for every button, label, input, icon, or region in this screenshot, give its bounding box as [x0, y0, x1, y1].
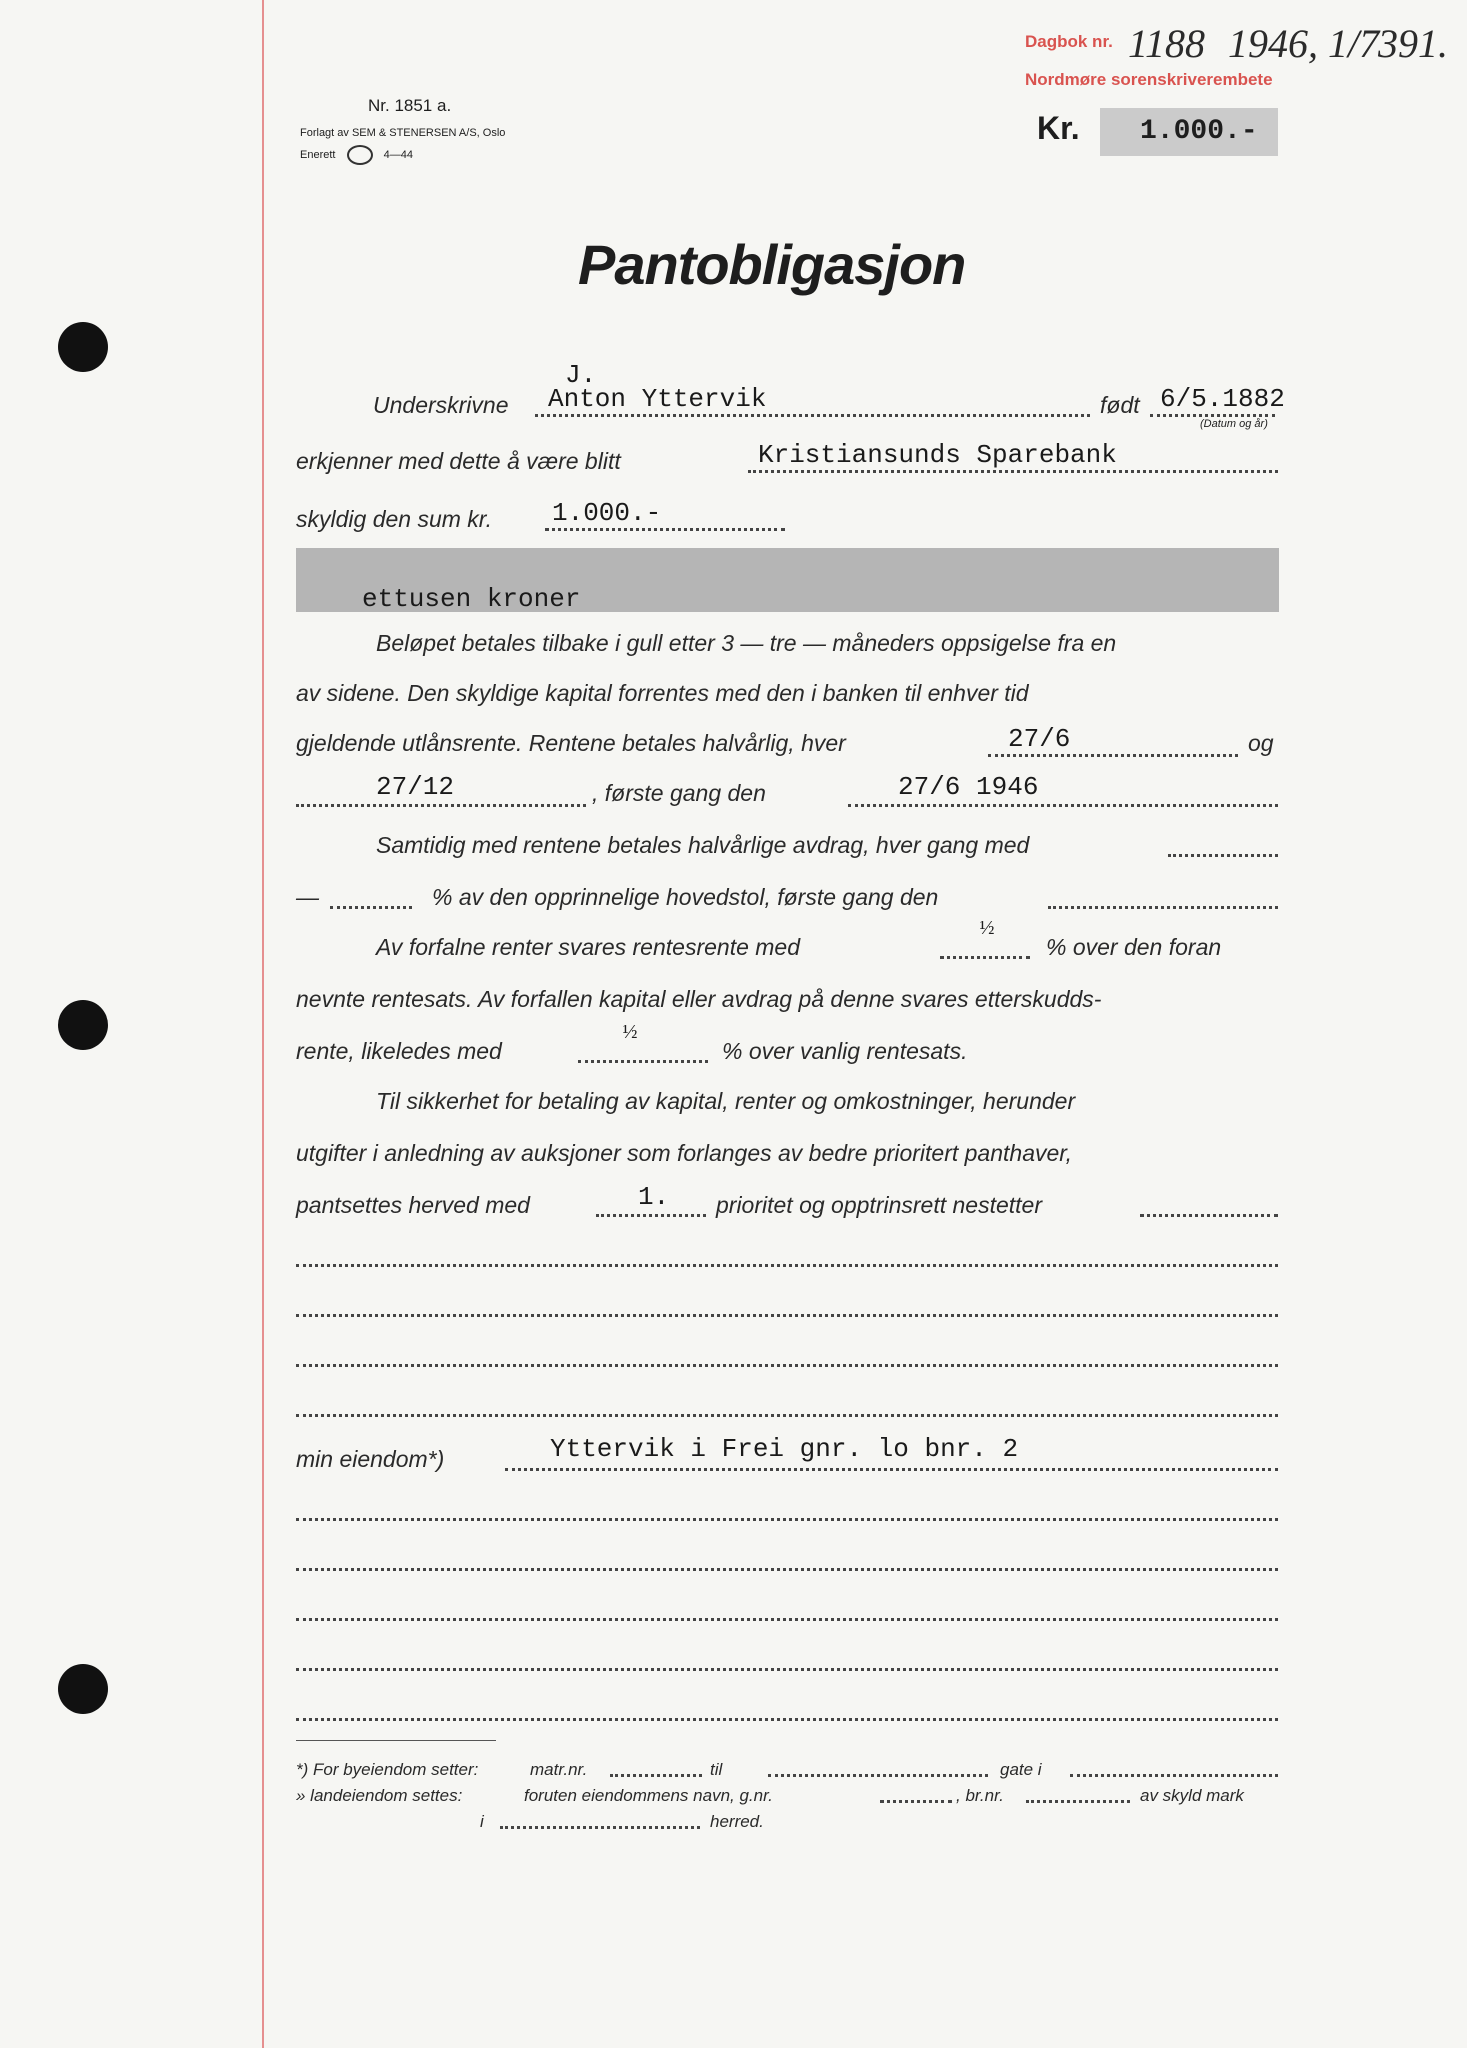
body-line-7a: Av forfalne renter svares rentesrente med [376, 934, 801, 960]
body-line-9a: rente, likeledes med [296, 1038, 502, 1064]
debtor-name: Anton Yttervik [548, 384, 767, 414]
rate2-value: ½ [622, 1021, 638, 1043]
footnote-l2d: av skyld mark [1140, 1786, 1244, 1805]
name-line [535, 412, 1090, 417]
footnote-line [1026, 1798, 1130, 1803]
rate1-value: ½ [979, 917, 995, 939]
publisher: Forlagt av SEM & STENERSEN A/S, Oslo [300, 127, 506, 139]
skyldig-label: skyldig den sum kr. [296, 506, 492, 532]
body-line-3b: og [1248, 730, 1274, 756]
blank-line [296, 1566, 1278, 1571]
first-payment-date: 27/6 1946 [898, 772, 1039, 802]
body-line-3a: gjeldende utlånsrente. Rentene betales halvårlig, hver [296, 730, 846, 756]
birth-date: 6/5.1882 [1160, 384, 1285, 414]
fodt-label: født [1100, 392, 1140, 418]
punch-hole [58, 1664, 108, 1714]
body-line-2: av sidene. Den skyldige kapital forrentes med den i banken til enhver tid [296, 680, 1029, 706]
entry-date: 1946, 1/7 [1228, 21, 1380, 66]
body-line-7b: % over den foran [1046, 934, 1222, 960]
rights-text: Enerett [300, 148, 336, 161]
nestetter-line [1140, 1212, 1278, 1217]
rate1-line [940, 954, 1030, 959]
priority-value: 1. [638, 1182, 670, 1212]
footnote-line [880, 1798, 952, 1803]
footnote-l2a: » landeiendom settes: [296, 1786, 463, 1805]
datum-note: (Datum og år) [1200, 418, 1268, 430]
avdrag-line [1168, 852, 1278, 857]
footnote-l1c: til [710, 1760, 723, 1779]
footnote-l2b: foruten eiendommens navn, g.nr. [524, 1786, 773, 1805]
footnote-l2c: , br.nr. [956, 1786, 1004, 1805]
footnote-rule [296, 1740, 496, 1741]
erkjenner-label: erkjenner med dette å være blitt [296, 448, 621, 474]
blank-line [296, 1516, 1278, 1521]
punch-hole [58, 322, 108, 372]
form-number: Nr. 1851 a. [368, 96, 452, 115]
eiendom-label: min eiendom*) [296, 1446, 445, 1472]
footnote-l1d: gate i [1000, 1760, 1042, 1779]
footnote-line [768, 1772, 988, 1777]
property-line [505, 1466, 1278, 1471]
creditor-name: Kristiansunds Sparebank [758, 440, 1117, 470]
sum-value: 1.000.- [552, 498, 662, 528]
body-line-10: Til sikkerhet for betaling av kapital, renter og omkostninger, herunder [376, 1088, 1076, 1114]
footnote-l3b: herred. [710, 1812, 764, 1831]
name-initial: J. [565, 360, 597, 390]
punch-hole [58, 1000, 108, 1050]
footnote-line [500, 1824, 700, 1829]
body-line-11: utgifter i anledning av auksjoner som forlanges av bedre prioritert panthaver, [296, 1140, 1073, 1166]
stamp-office: Nordmøre sorenskriverembete [1025, 70, 1273, 89]
underskrivne-label: Underskrivne [373, 392, 509, 418]
blank-line [296, 1362, 1278, 1367]
body-line-5: Samtidig med rentene betales halvårlige avdrag, hver gang med [376, 832, 1030, 858]
blank-line [296, 1412, 1278, 1417]
rate2-line [578, 1058, 708, 1063]
amount-value: 1.000.- [1140, 116, 1258, 147]
percent-line [330, 904, 412, 909]
sum-in-words: ettusen kroner [362, 584, 581, 614]
footnote-l1a: *) For byeiendom setter: [296, 1760, 479, 1779]
body-line-1: Beløpet betales tilbake i gull etter 3 — tre — måneders oppsigelse fra en [376, 630, 1117, 656]
footnote-l1b: matr.nr. [530, 1760, 588, 1779]
amount-label: Kr. [1037, 110, 1080, 146]
blank-line [296, 1716, 1278, 1721]
avdrag-date-line [1048, 904, 1278, 909]
body-line-12b: prioritet og opptrinsrett nestetter [716, 1192, 1042, 1218]
term2-line [296, 802, 586, 807]
blank-line [296, 1666, 1278, 1671]
blank-line [296, 1312, 1278, 1317]
interest-term-2: 27/12 [376, 772, 455, 802]
property-description: Yttervik i Frei gnr. lo bnr. 2 [550, 1434, 1019, 1464]
body-line-4a: , første gang den [592, 780, 766, 806]
first-date-line [848, 802, 1278, 807]
footnote-line [1070, 1772, 1278, 1777]
publisher-logo [347, 145, 373, 165]
interest-term-1: 27/6 [1008, 724, 1071, 754]
publisher-rights [300, 145, 413, 165]
sum-line [545, 526, 785, 531]
body-line-8: nevnte rentesats. Av forfallen kapital eller avdrag på denne svares etterskudds- [296, 986, 1102, 1012]
body-line-9b: % over vanlig rentesats. [722, 1038, 968, 1064]
blank-line [296, 1616, 1278, 1621]
priority-line [596, 1212, 706, 1217]
edition-text: 4—44 [383, 148, 413, 161]
creditor-line [748, 468, 1278, 473]
body-line-6a: — [296, 884, 319, 910]
body-line-6b: % av den opprinnelige hovedstol, første gang den [432, 884, 939, 910]
footnote-l3a: i [480, 1812, 484, 1831]
entry-number: 1188 [1128, 21, 1206, 66]
blank-line [296, 1262, 1278, 1267]
body-line-12a: pantsettes herved med [296, 1192, 530, 1218]
stamp-dagbok: Dagbok nr. [1025, 32, 1113, 51]
birth-line [1150, 412, 1275, 417]
entry-page: 391. [1378, 21, 1448, 66]
margin-line [262, 0, 264, 2048]
document-title: Pantobligasjon [578, 233, 966, 296]
footnote-line [610, 1772, 702, 1777]
